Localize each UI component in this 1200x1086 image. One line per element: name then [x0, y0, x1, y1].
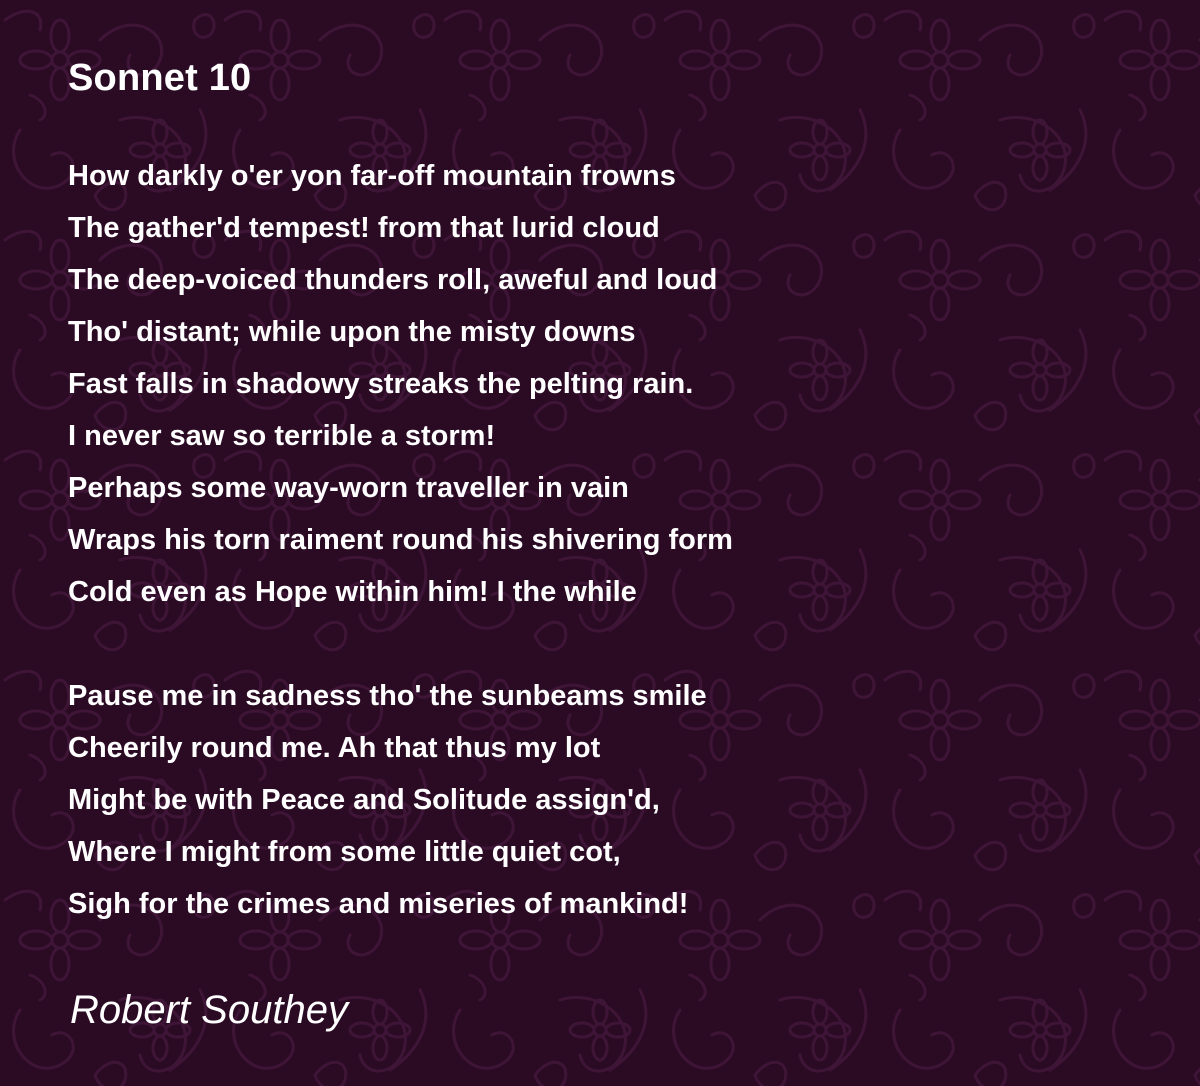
poem-line: Where I might from some little quiet cot,	[68, 836, 621, 868]
poem-line: Cheerily round me. Ah that thus my lot	[68, 732, 601, 764]
poem-line: How darkly o'er yon far-off mountain frowns	[68, 160, 676, 192]
poem-line: The deep-voiced thunders roll, aweful and loud	[68, 264, 718, 296]
poem-line: The gather'd tempest! from that lurid cloud	[68, 212, 660, 244]
poem-line: Fast falls in shadowy streaks the pelting rain.	[68, 368, 694, 400]
poem-line: Pause me in sadness tho' the sunbeams smile	[68, 680, 707, 712]
poem-line: Wraps his torn raiment round his shivering form	[68, 524, 733, 556]
poem-line: I never saw so terrible a storm!	[68, 420, 496, 452]
poem-line: Sigh for the crimes and miseries of mankind!	[68, 888, 689, 920]
stanza-2	[68, 670, 707, 930]
poem-author: Robert Southey	[70, 988, 348, 1032]
poem-line: Cold even as Hope within him! I the while	[68, 576, 637, 608]
poem-line: Tho' distant; while upon the misty downs	[68, 316, 636, 348]
poem-line: Might be with Peace and Solitude assign'd,	[68, 784, 660, 816]
stanza-1	[68, 150, 733, 618]
poem-title: Sonnet 10	[68, 57, 252, 99]
poem-line: Perhaps some way-worn traveller in vain	[68, 472, 629, 504]
